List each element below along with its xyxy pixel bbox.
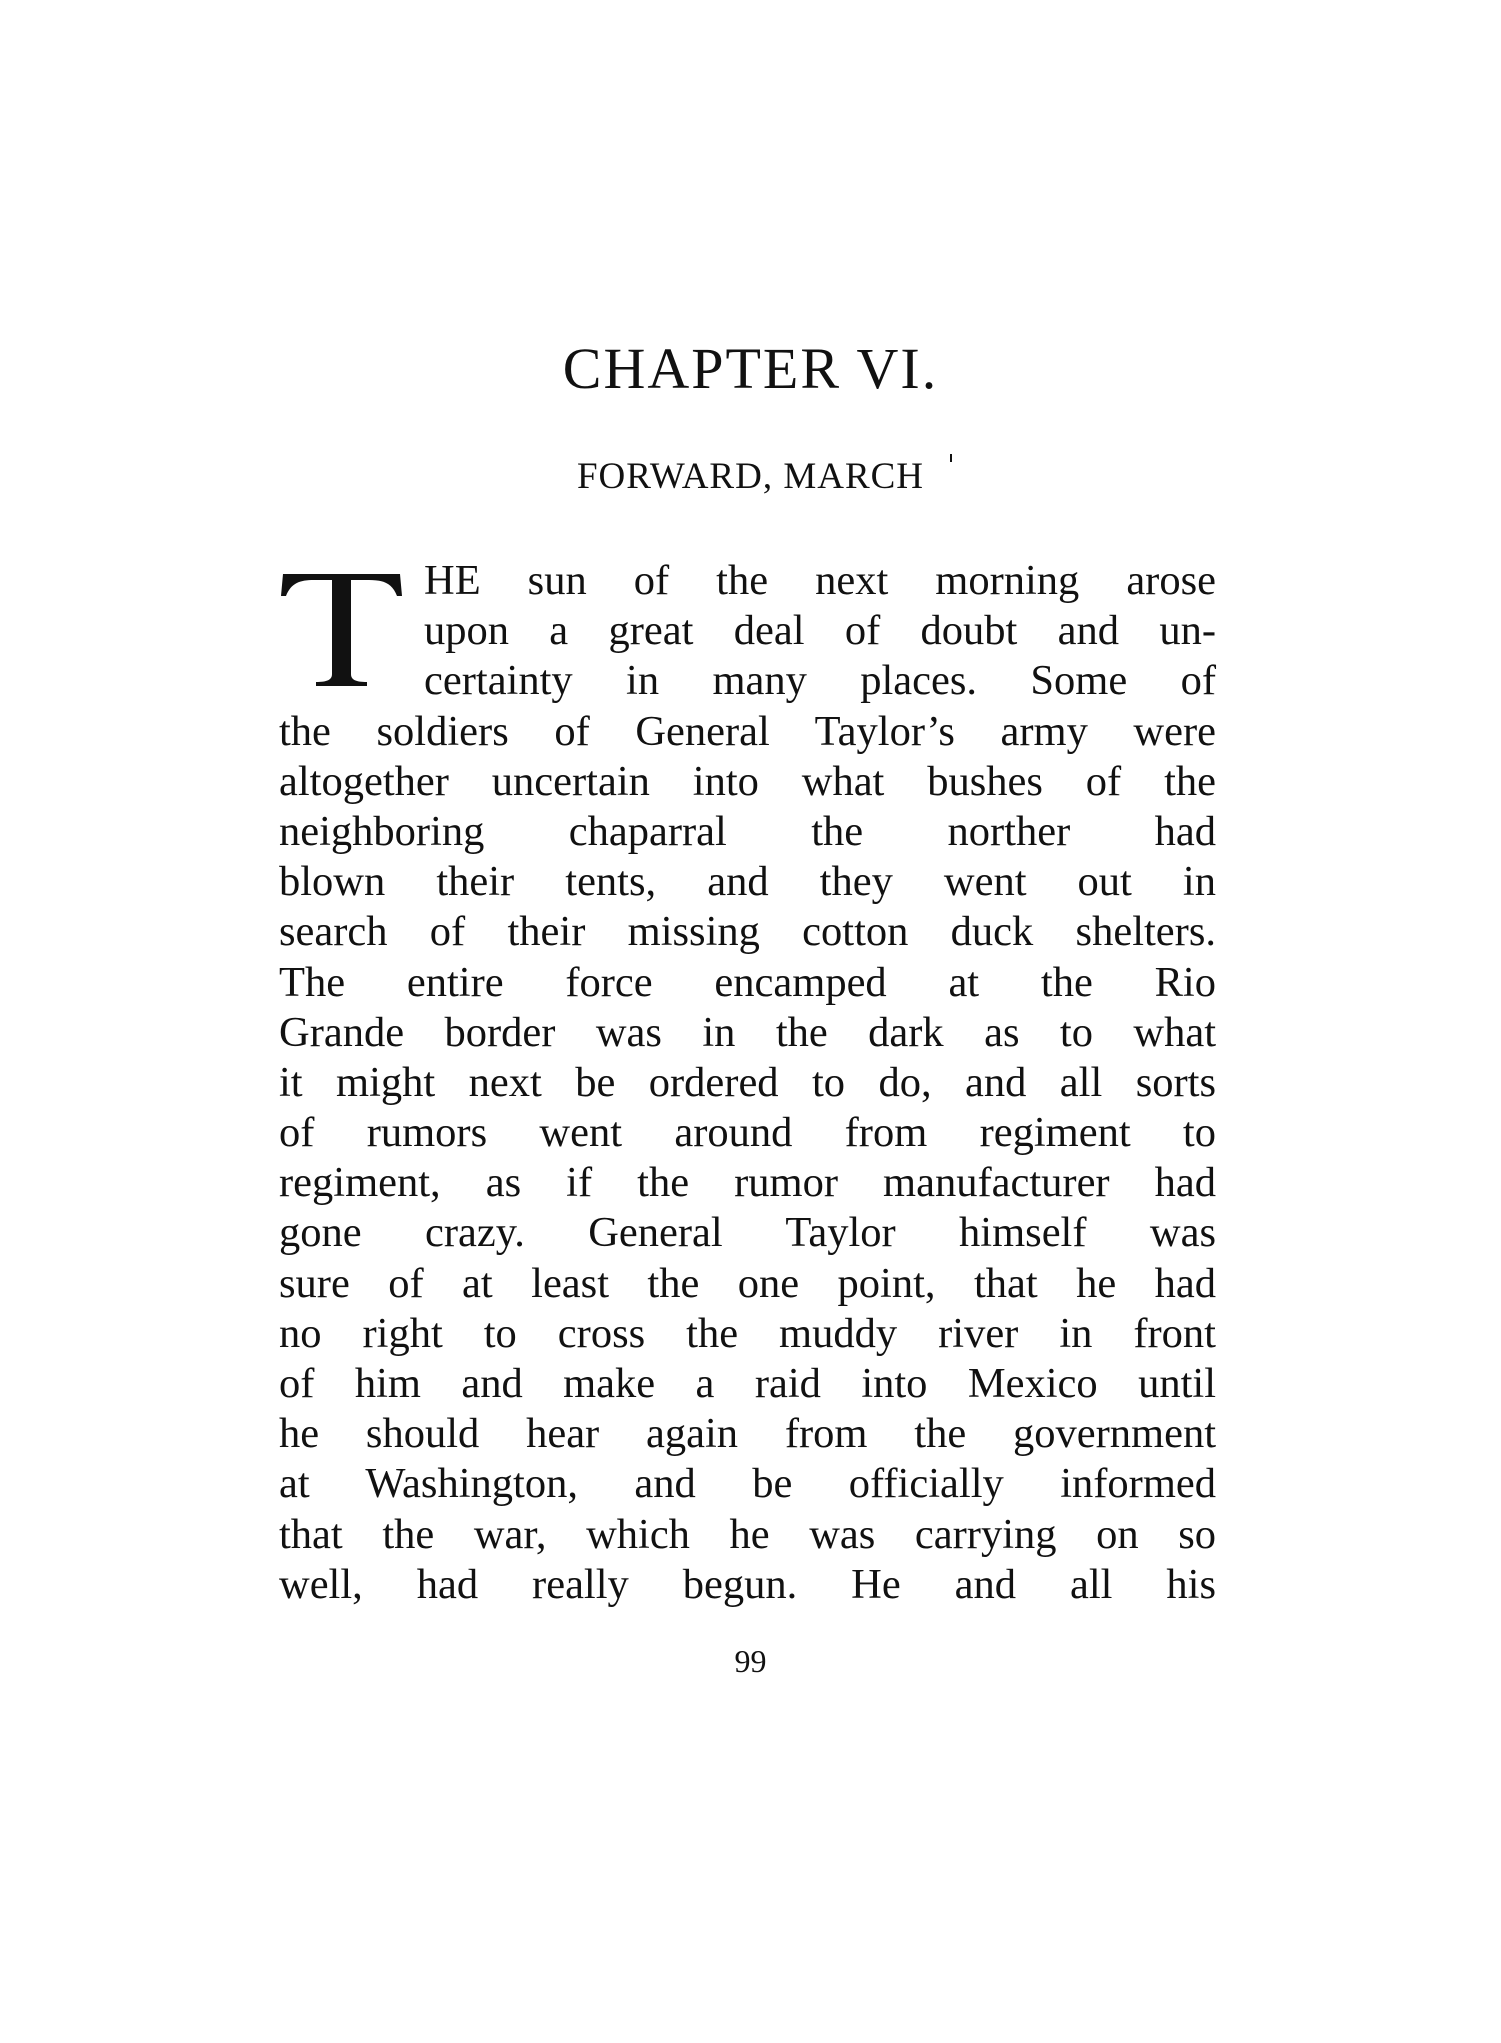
text-line: at Washington, and be officially informed <box>279 1460 1216 1508</box>
print-mark <box>950 454 952 462</box>
text-line: he should hear again from the government <box>279 1410 1216 1458</box>
text-line: regiment, as if the rumor manufacturer had <box>279 1159 1216 1207</box>
text-line: certainty in many places. Some of <box>424 657 1216 705</box>
text-line: that the war, which he was carrying on so <box>279 1510 1216 1558</box>
text-line: the soldiers of General Taylor’s army were <box>279 707 1216 755</box>
page-number: 99 <box>734 1643 767 1679</box>
text-line: The entire force encamped at the Rio <box>279 958 1216 1006</box>
text-line: no right to cross the muddy river in front <box>279 1309 1216 1357</box>
text-line: sure of at least the one point, that he had <box>279 1259 1216 1307</box>
text-line: Grande border was in the dark as to what <box>279 1008 1216 1056</box>
chapter-subtitle: FORWARD, MARCH <box>576 456 925 497</box>
chapter-title: CHAPTER VI. <box>562 336 939 401</box>
text-line: it might next be ordered to do, and all sorts <box>279 1058 1216 1106</box>
text-line: of him and make a raid into Mexico until <box>279 1360 1216 1407</box>
body-text <box>279 556 1216 1610</box>
text-line: neighboring chaparral the norther had <box>279 807 1216 855</box>
text-line: search of their missing cotton duck shelters. <box>279 908 1216 956</box>
text-line: upon a great deal of doubt and un- <box>424 607 1216 655</box>
text-line: of rumors went around from regiment to <box>279 1109 1216 1157</box>
text-line: HE sun of the next morning arose <box>424 557 1216 604</box>
text-line: blown their tents, and they went out in <box>279 858 1216 906</box>
text-line: gone crazy. General Taylor himself was <box>279 1209 1216 1257</box>
text-line: altogether uncertain into what bushes of the <box>279 757 1216 805</box>
text-line: well, had really begun. He and all his <box>279 1560 1216 1608</box>
